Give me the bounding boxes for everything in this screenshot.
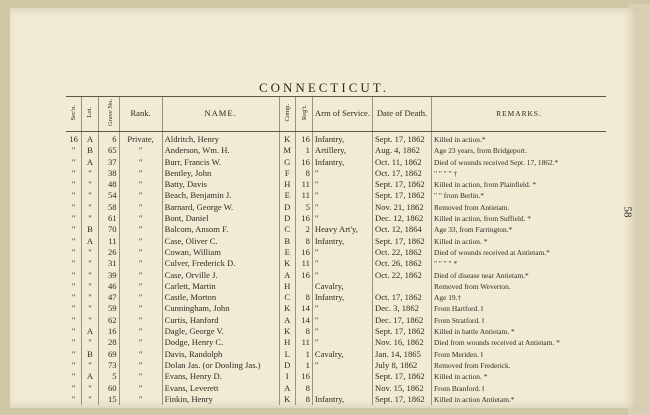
- cell-section: ": [71, 314, 76, 325]
- cell-name: Dolan Jas. (or Dooling Jas.): [162, 360, 279, 371]
- cell-section: ": [71, 167, 76, 178]
- cell-lot: ": [82, 202, 98, 213]
- cell-name: Beach, Benjamin J.: [162, 190, 279, 201]
- table-row: [66, 292, 606, 303]
- cell-lot: B: [82, 349, 98, 360]
- cell-lot: ": [82, 258, 98, 269]
- cell-grave-no: 59: [98, 303, 119, 314]
- cell-name: Balcom, Ansom F.: [162, 224, 279, 235]
- table-row: [66, 303, 606, 314]
- cell-date-of-death: Sept. 17, 1862: [373, 236, 432, 247]
- cell-company: C: [279, 224, 295, 235]
- cell-section: ": [71, 326, 76, 337]
- cell-lot: A: [82, 371, 98, 382]
- cell-lot: ": [82, 315, 98, 326]
- cell-date-of-death: Nov. 15, 1862: [373, 383, 432, 394]
- cell-remarks: From Branford. ‖: [432, 383, 607, 394]
- cell-grave-no: 37: [98, 157, 119, 168]
- table-row: [66, 179, 606, 190]
- cell-rank: ": [119, 281, 162, 292]
- cell-grave-no: 48: [98, 179, 119, 190]
- cell-section: ": [71, 303, 76, 314]
- cell-rank: ": [119, 247, 162, 258]
- cell-date-of-death: Sept. 17, 1862: [373, 179, 432, 190]
- cell-grave-no: 28: [98, 337, 119, 348]
- cell-remarks: From Hartford. ‖: [432, 303, 607, 314]
- table-row: [66, 202, 606, 213]
- cell-arm-of-service: ": [312, 168, 372, 179]
- cell-arm-of-service: ": [312, 213, 372, 224]
- table-row: [66, 281, 606, 292]
- cell-company: F: [279, 168, 295, 179]
- cell-rank: ": [119, 270, 162, 281]
- cell-lot: ": [82, 213, 98, 224]
- cell-rank: ": [119, 315, 162, 326]
- cell-grave-no: 65: [98, 145, 119, 156]
- cell-rank: ": [119, 303, 162, 314]
- cell-date-of-death: Oct. 22, 1862: [373, 247, 432, 258]
- cell-regiment: 11: [295, 258, 312, 269]
- cell-grave-no: 69: [98, 349, 119, 360]
- cell-name: Bont, Daniel: [162, 213, 279, 224]
- cell-arm-of-service: [312, 371, 372, 382]
- header-lot: Lot.: [82, 97, 98, 132]
- cell-remarks: Killed in action. *: [432, 371, 607, 382]
- table-row: [66, 258, 606, 269]
- cell-company: A: [279, 270, 295, 281]
- cell-section: ": [71, 292, 76, 303]
- cell-grave-no: 61: [98, 213, 119, 224]
- cell-regiment: 16: [295, 247, 312, 258]
- cell-date-of-death: [373, 281, 432, 292]
- cell-name: Dagle, George V.: [162, 326, 279, 337]
- cell-arm-of-service: Infantry,: [312, 292, 372, 303]
- table-row: [66, 132, 606, 146]
- cell-lot: A: [82, 132, 98, 146]
- cell-name: Evans, Henry D.: [162, 371, 279, 382]
- cell-date-of-death: July 8, 1862: [373, 360, 432, 371]
- table-row: [66, 360, 606, 371]
- cell-company: K: [279, 303, 295, 314]
- cell-name: Bentley, John: [162, 168, 279, 179]
- cell-grave-no: 60: [98, 383, 119, 394]
- cell-arm-of-service: ": [312, 326, 372, 337]
- cell-lot: A: [82, 326, 98, 337]
- cell-arm-of-service: Infantry,: [312, 236, 372, 247]
- table-row: [66, 349, 606, 360]
- cell-name: Finkin, Henry: [162, 394, 279, 405]
- table-row: [66, 270, 606, 281]
- cell-rank: ": [119, 168, 162, 179]
- cell-company: M: [279, 145, 295, 156]
- cell-section: ": [71, 213, 76, 224]
- cell-company: G: [279, 157, 295, 168]
- table-row: [66, 326, 606, 337]
- cell-rank: ": [119, 349, 162, 360]
- cell-arm-of-service: Infantry,: [312, 157, 372, 168]
- cell-lot: ": [82, 360, 98, 371]
- table-row: [66, 236, 606, 247]
- cell-remarks: Killed in battle Antietam. *: [432, 326, 607, 337]
- header-grave-no: Grave No.: [98, 97, 119, 132]
- cell-date-of-death: Sept. 17, 1862: [373, 326, 432, 337]
- cell-grave-no: 54: [98, 190, 119, 201]
- cell-date-of-death: Oct. 17, 1862: [373, 168, 432, 179]
- cell-remarks: Died of wounds received at Antietam.*: [432, 247, 607, 258]
- table-row: [66, 315, 606, 326]
- cell-name: Cunningham, John: [162, 303, 279, 314]
- cell-arm-of-service: ": [312, 360, 372, 371]
- header-date-of-death: Date of Death.: [373, 97, 432, 132]
- cell-remarks: Killed in action. *: [432, 236, 607, 247]
- cell-rank: ": [119, 145, 162, 156]
- cell-company: I: [279, 371, 295, 382]
- cell-date-of-death: Dec. 12, 1862: [373, 213, 432, 224]
- cell-name: Evans, Leverett: [162, 383, 279, 394]
- cell-grave-no: 47: [98, 292, 119, 303]
- table-row: [66, 145, 606, 156]
- cell-regiment: 1: [295, 360, 312, 371]
- cell-company: B: [279, 236, 295, 247]
- cell-regiment: 11: [295, 337, 312, 348]
- cell-lot: ": [82, 168, 98, 179]
- cell-company: K: [279, 326, 295, 337]
- cell-section: ": [71, 145, 76, 156]
- cell-regiment: 1: [295, 349, 312, 360]
- cell-grave-no: 62: [98, 315, 119, 326]
- cell-section: ": [71, 280, 76, 291]
- cell-name: Castle, Morton: [162, 292, 279, 303]
- cell-date-of-death: Nov. 21, 1862: [373, 202, 432, 213]
- cell-name: Davis, Randolph: [162, 349, 279, 360]
- cell-grave-no: 46: [98, 281, 119, 292]
- cell-remarks: From Meriden. ‖: [432, 349, 607, 360]
- cell-section: 16: [69, 134, 78, 144]
- cell-date-of-death: Oct. 17, 1862: [373, 292, 432, 303]
- cell-lot: B: [82, 224, 98, 235]
- cell-remarks: Age 33, from Farrington.*: [432, 224, 607, 235]
- cell-grave-no: 39: [98, 270, 119, 281]
- table-body: [66, 132, 606, 406]
- cell-company: D: [279, 202, 295, 213]
- cell-section: ": [71, 235, 76, 246]
- table-row: [66, 190, 606, 201]
- header-company: Comp.: [279, 97, 295, 132]
- cell-name: Barnard, George W.: [162, 202, 279, 213]
- cell-rank: ": [119, 157, 162, 168]
- cell-remarks: Died of wounds received Sept. 17, 1862.*: [432, 157, 607, 168]
- header-section: Sec'n.: [66, 97, 82, 132]
- cell-date-of-death: Sept. 17, 1862: [373, 190, 432, 201]
- cell-remarks: Age 23 years, from Bridgeport.: [432, 145, 607, 156]
- page-heading: CONNECTICUT.: [258, 80, 389, 95]
- cell-rank: ": [119, 224, 162, 235]
- cell-company: E: [279, 247, 295, 258]
- cell-lot: ": [82, 247, 98, 258]
- cell-section: ": [71, 258, 76, 269]
- cell-lot: ": [82, 394, 98, 405]
- cell-company: A: [279, 315, 295, 326]
- cell-regiment: 16: [295, 157, 312, 168]
- cell-lot: ": [82, 337, 98, 348]
- header-rank: Rank.: [119, 97, 162, 132]
- cell-remarks: Killed in action.*: [432, 132, 607, 146]
- cell-date-of-death: Jan. 14, 1865: [373, 349, 432, 360]
- cell-rank: ": [119, 360, 162, 371]
- cell-grave-no: 73: [98, 360, 119, 371]
- cell-regiment: 5: [295, 202, 312, 213]
- cell-section: ": [71, 371, 76, 382]
- cell-rank: ": [119, 383, 162, 394]
- cell-company: H: [279, 281, 295, 292]
- table-row: [66, 394, 606, 405]
- cell-regiment: 16: [295, 371, 312, 382]
- cell-company: E: [279, 190, 295, 201]
- cell-lot: ": [82, 281, 98, 292]
- cell-rank: ": [119, 292, 162, 303]
- table-row: [66, 371, 606, 382]
- header-remarks: REMARKS.: [432, 97, 607, 132]
- table-row: [66, 168, 606, 179]
- cell-arm-of-service: ": [312, 303, 372, 314]
- cell-date-of-death: Dec. 17, 1862: [373, 315, 432, 326]
- cell-company: D: [279, 360, 295, 371]
- cell-name: Culver, Frederick D.: [162, 258, 279, 269]
- cell-company: A: [279, 383, 295, 394]
- cell-date-of-death: Sept. 17, 1862: [373, 132, 432, 146]
- cell-grave-no: 31: [98, 258, 119, 269]
- cell-grave-no: 15: [98, 394, 119, 405]
- table-row: [66, 247, 606, 258]
- cell-section: ": [71, 359, 76, 370]
- cell-rank: ": [119, 179, 162, 190]
- cell-remarks: Removed from Antietam.: [432, 202, 607, 213]
- cell-regiment: 14: [295, 315, 312, 326]
- cell-date-of-death: Oct. 12, 1864: [373, 224, 432, 235]
- header-arm-of-service: Arm of Service.: [312, 97, 372, 132]
- table-row: [66, 157, 606, 168]
- cell-remarks: " " from Berlin.*: [432, 190, 607, 201]
- cell-date-of-death: Nov. 16, 1862: [373, 337, 432, 348]
- cell-section: ": [71, 348, 76, 359]
- cell-name: Case, Orville J.: [162, 270, 279, 281]
- cell-remarks: Died of disease near Antietam.*: [432, 270, 607, 281]
- cell-lot: ": [82, 292, 98, 303]
- cell-section: ": [71, 382, 76, 393]
- cell-rank: ": [119, 394, 162, 405]
- table-row: [66, 383, 606, 394]
- cell-regiment: 8: [295, 236, 312, 247]
- cell-lot: ": [82, 303, 98, 314]
- cell-section: ": [71, 156, 76, 167]
- cell-lot: ": [82, 190, 98, 201]
- cell-lot: A: [82, 157, 98, 168]
- cell-regiment: 11: [295, 190, 312, 201]
- cell-arm-of-service: ": [312, 247, 372, 258]
- cell-arm-of-service: ": [312, 179, 372, 190]
- cell-lot: ": [82, 270, 98, 281]
- cell-remarks: Killed in action, from Plainfield. *: [432, 179, 607, 190]
- cell-arm-of-service: ": [312, 337, 372, 348]
- cell-lot: ": [82, 383, 98, 394]
- cell-regiment: 8: [295, 292, 312, 303]
- cell-grave-no: 26: [98, 247, 119, 258]
- cell-name: Batty, Davis: [162, 179, 279, 190]
- cell-section: ": [71, 179, 76, 190]
- cell-grave-no: 38: [98, 168, 119, 179]
- table-row: [66, 213, 606, 224]
- table-header-row: [66, 97, 606, 132]
- cell-regiment: 8: [295, 394, 312, 405]
- cell-section: ": [71, 269, 76, 280]
- header-name: NAME.: [162, 97, 279, 132]
- cell-rank: ": [119, 202, 162, 213]
- cell-remarks: " " " " *: [432, 258, 607, 269]
- cell-company: H: [279, 337, 295, 348]
- cell-remarks: Killed in action, from Suffield. *: [432, 213, 607, 224]
- cell-arm-of-service: Cavalry,: [312, 281, 372, 292]
- cell-lot: ": [82, 179, 98, 190]
- cell-section: ": [71, 201, 76, 212]
- cell-date-of-death: Dec. 3, 1862: [373, 303, 432, 314]
- cell-rank: ": [119, 371, 162, 382]
- cell-remarks: Died from wounds received at Antietam. *: [432, 337, 607, 348]
- cell-grave-no: 16: [98, 326, 119, 337]
- cell-rank: ": [119, 190, 162, 201]
- cell-regiment: 16: [295, 132, 312, 146]
- cell-date-of-death: Oct. 26, 1862: [373, 258, 432, 269]
- cell-date-of-death: Oct. 22, 1862: [373, 270, 432, 281]
- cell-arm-of-service: ": [312, 202, 372, 213]
- cell-regiment: 14: [295, 303, 312, 314]
- cell-regiment: 1: [295, 145, 312, 156]
- cell-name: Anderson, Wm. H.: [162, 145, 279, 156]
- cell-remarks: " " " " †: [432, 168, 607, 179]
- cell-date-of-death: Sept. 17, 1862: [373, 371, 432, 382]
- cell-regiment: [295, 281, 312, 292]
- cell-grave-no: 70: [98, 224, 119, 235]
- cell-company: D: [279, 213, 295, 224]
- cell-date-of-death: Sept. 17, 1862: [373, 394, 432, 405]
- cell-section: ": [71, 393, 76, 404]
- cell-grave-no: 5: [98, 371, 119, 382]
- cell-remarks: Killed in action Antietam.*: [432, 394, 607, 405]
- cell-company: K: [279, 258, 295, 269]
- cell-arm-of-service: ": [312, 315, 372, 326]
- cell-arm-of-service: Infantry,: [312, 132, 372, 146]
- cell-lot: A: [82, 236, 98, 247]
- header-regiment: Reg't.: [295, 97, 312, 132]
- cell-regiment: 2: [295, 224, 312, 235]
- cell-grave-no: 11: [98, 236, 119, 247]
- cell-section: ": [71, 190, 76, 201]
- cell-regiment: 8: [295, 326, 312, 337]
- cell-name: Curtis, Hanford: [162, 315, 279, 326]
- cell-arm-of-service: ": [312, 190, 372, 201]
- cell-regiment: 16: [295, 270, 312, 281]
- cell-regiment: 8: [295, 168, 312, 179]
- cell-rank: ": [119, 258, 162, 269]
- cell-name: Aldritch, Henry: [162, 132, 279, 146]
- cell-name: Case, Oliver C.: [162, 236, 279, 247]
- cell-section: ": [71, 337, 76, 348]
- table-row: [66, 224, 606, 235]
- cell-date-of-death: Aug. 4, 1862: [373, 145, 432, 156]
- cell-arm-of-service: [312, 383, 372, 394]
- cell-remarks: Removed from Frederick.: [432, 360, 607, 371]
- page-number: 58: [621, 206, 634, 218]
- cell-rank: ": [119, 337, 162, 348]
- cell-company: L: [279, 349, 295, 360]
- cell-company: K: [279, 394, 295, 405]
- cell-arm-of-service: Cavalry,: [312, 349, 372, 360]
- cell-regiment: 11: [295, 179, 312, 190]
- cell-name: Dodge, Henry C.: [162, 337, 279, 348]
- cell-rank: ": [119, 326, 162, 337]
- cell-arm-of-service: ": [312, 258, 372, 269]
- cell-regiment: 8: [295, 383, 312, 394]
- cell-company: H: [279, 179, 295, 190]
- cell-arm-of-service: Artillery,: [312, 145, 372, 156]
- cell-grave-no: 58: [98, 202, 119, 213]
- cell-rank: Private,: [119, 132, 162, 146]
- cell-arm-of-service: ": [312, 270, 372, 281]
- cell-name: Carlett, Martin: [162, 281, 279, 292]
- cell-company: K: [279, 132, 295, 146]
- cell-lot: B: [82, 145, 98, 156]
- cell-name: Cowan, William: [162, 247, 279, 258]
- cell-arm-of-service: Infantry,: [312, 394, 372, 405]
- cell-arm-of-service: Heavy Art'y,: [312, 224, 372, 235]
- cell-section: ": [71, 224, 76, 235]
- cell-regiment: 16: [295, 213, 312, 224]
- cell-section: ": [71, 246, 76, 257]
- cell-name: Burr, Francis W.: [162, 157, 279, 168]
- cell-rank: ": [119, 213, 162, 224]
- burial-register-table: [66, 96, 606, 405]
- cell-date-of-death: Oct. 11, 1862: [373, 157, 432, 168]
- cell-rank: ": [119, 236, 162, 247]
- cell-remarks: Age 19.†: [432, 292, 607, 303]
- cell-grave-no: 6: [98, 132, 119, 146]
- cell-remarks: Removed from Weverton.: [432, 281, 607, 292]
- cell-remarks: From Stratford. ‖: [432, 315, 607, 326]
- table-row: [66, 337, 606, 348]
- cell-company: C: [279, 292, 295, 303]
